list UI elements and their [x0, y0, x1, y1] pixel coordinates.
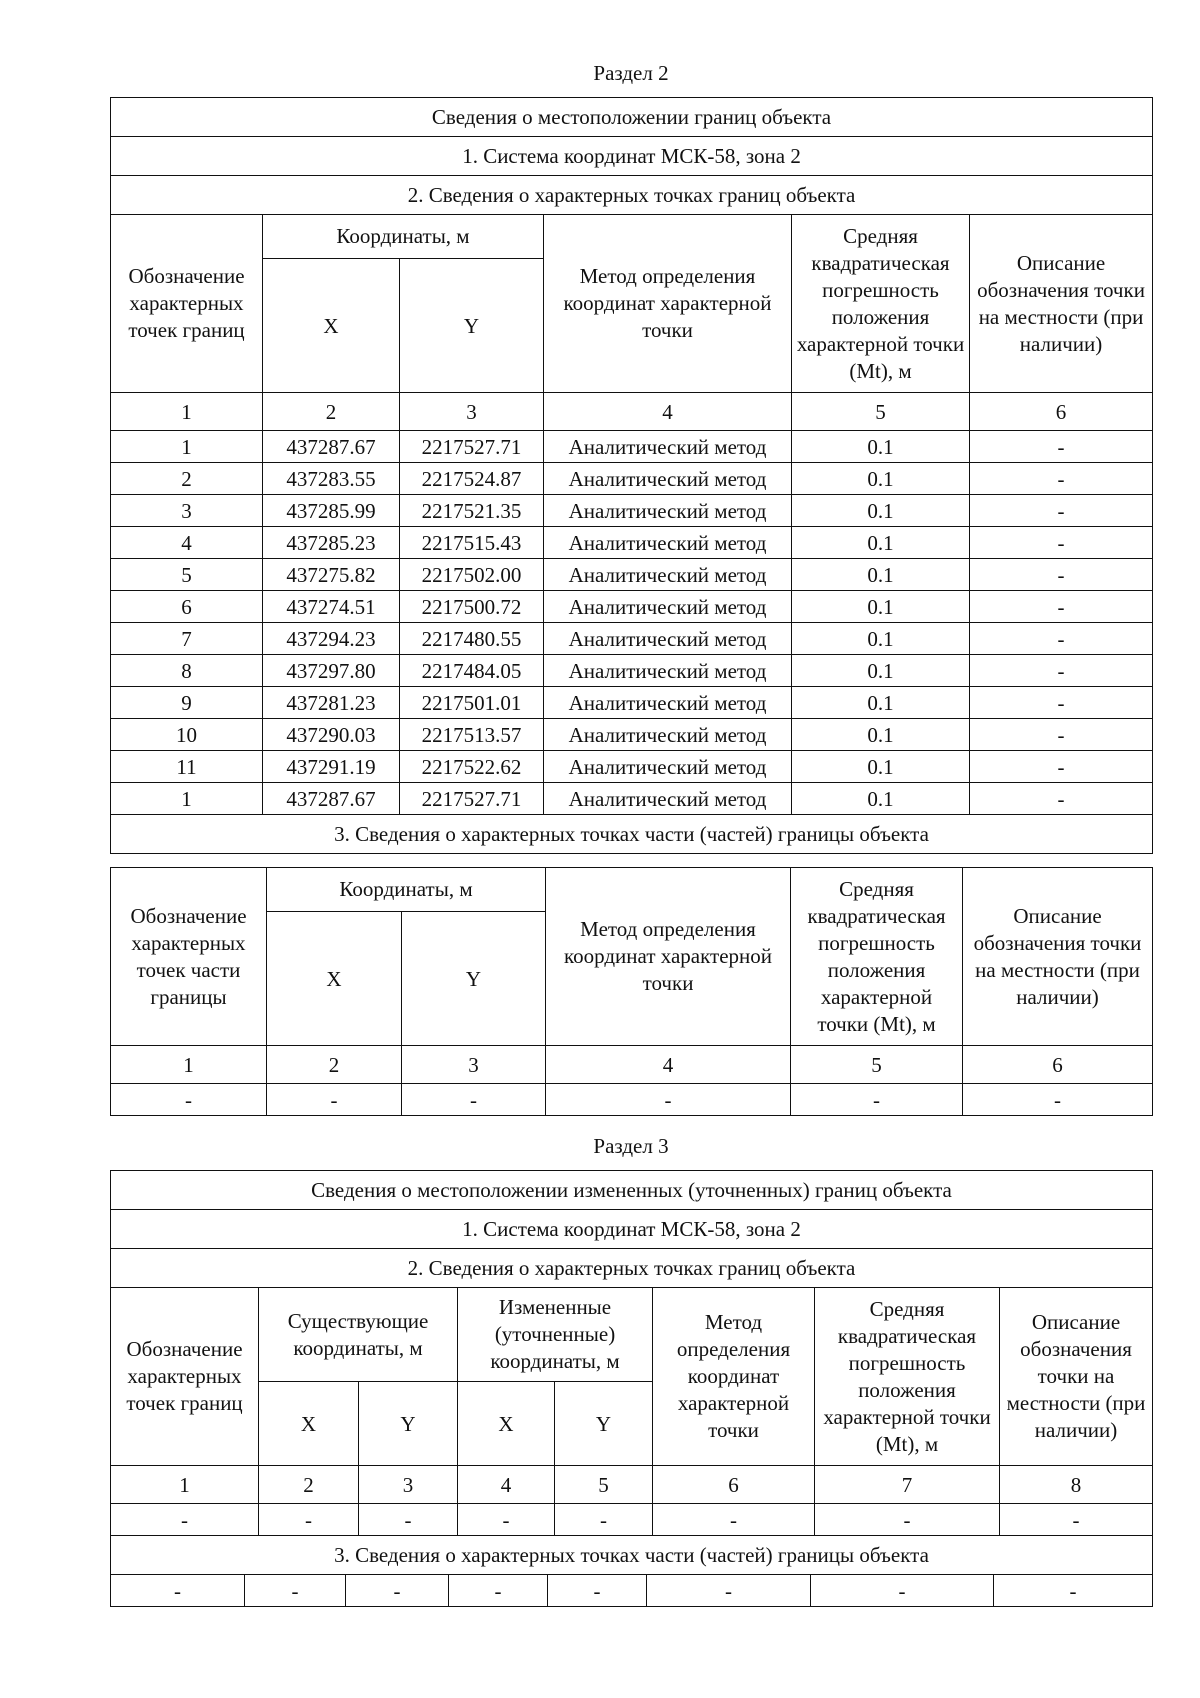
subsection-3-title: 3. Сведения о характерных точках части (частей) границы объекта — [111, 815, 1153, 854]
table-cell: Аналитический метод — [544, 719, 792, 751]
table-cell: 437283.55 — [263, 463, 400, 495]
col-header-error: Средняя квадратическая погрешность положения характерной точки (Mt), м — [791, 868, 963, 1046]
table-cell: 437291.19 — [263, 751, 400, 783]
table-cell: 0.1 — [792, 431, 970, 463]
col-header-existing: Существующие координаты, м — [259, 1288, 458, 1382]
table-cell: 10 — [111, 719, 263, 751]
section-3-part-table — [110, 1574, 1153, 1607]
table-cell: - — [811, 1575, 994, 1607]
col-header-y: Y — [402, 912, 546, 1046]
table-cell: 2217515.43 — [400, 527, 544, 559]
table-row — [111, 463, 1153, 495]
table-cell: 437274.51 — [263, 591, 400, 623]
col-header-point: Обозначение характерных точек части границы — [111, 868, 267, 1046]
table-cell: - — [970, 783, 1153, 815]
table-row — [111, 655, 1153, 687]
table-cell: 437287.67 — [263, 783, 400, 815]
table-cell: Аналитический метод — [544, 623, 792, 655]
table-cell: Аналитический метод — [544, 431, 792, 463]
table-cell: 437294.23 — [263, 623, 400, 655]
table-row — [111, 431, 1153, 463]
table-cell: Аналитический метод — [544, 463, 792, 495]
table-cell: 1 — [111, 431, 263, 463]
table-cell: 0.1 — [792, 687, 970, 719]
table-cell: 9 — [111, 687, 263, 719]
col-header-changed: Измененные (уточненные) координаты, м — [458, 1288, 653, 1382]
table-cell: 0.1 — [792, 527, 970, 559]
table-cell: 0.1 — [792, 591, 970, 623]
table-cell: 2217527.71 — [400, 431, 544, 463]
col-header-method: Метод определения координат характерной точки — [653, 1288, 815, 1466]
subsection-2-title: 2. Сведения о характерных точках границ объекта — [111, 1249, 1153, 1288]
col-number: 4 — [546, 1046, 791, 1084]
col-number: 1 — [111, 1466, 259, 1504]
table-cell: - — [791, 1084, 963, 1116]
table-cell: - — [970, 623, 1153, 655]
table-cell: - — [359, 1504, 458, 1536]
table-cell: Аналитический метод — [544, 783, 792, 815]
table-cell: 437285.23 — [263, 527, 400, 559]
col-header-desc: Описание обозначения точки на местности (при наличии) — [963, 868, 1153, 1046]
table-cell: 2217500.72 — [400, 591, 544, 623]
table-cell: - — [970, 719, 1153, 751]
table-cell: Аналитический метод — [544, 655, 792, 687]
table-cell: 5 — [111, 559, 263, 591]
col-number: 1 — [111, 1046, 267, 1084]
section-2-title: Раздел 2 — [593, 61, 669, 85]
col-header-error: Средняя квадратическая погрешность положения характерной точки (Mt), м — [815, 1288, 1000, 1466]
col-number: 4 — [544, 393, 792, 431]
table-row — [111, 1575, 1153, 1607]
table-cell: 1 — [111, 783, 263, 815]
col-header-point: Обозначение характерных точек границ — [111, 1288, 259, 1466]
table-cell: 0.1 — [792, 463, 970, 495]
table-cell: - — [111, 1575, 245, 1607]
table-cell: 437285.99 — [263, 495, 400, 527]
table-cell: 0.1 — [792, 719, 970, 751]
col-header-method: Метод определения координат характерной точки — [544, 215, 792, 393]
table-row — [111, 783, 1153, 815]
table-cell: - — [970, 463, 1153, 495]
table-cell: - — [449, 1575, 548, 1607]
col-number: 7 — [815, 1466, 1000, 1504]
col-header-x: X — [259, 1382, 359, 1466]
table-cell: - — [970, 591, 1153, 623]
coordinate-system: 1. Система координат МСК-58, зона 2 — [111, 1210, 1153, 1249]
column-numbers-row — [111, 1046, 1153, 1084]
table-cell: - — [458, 1504, 555, 1536]
col-header-coords: Координаты, м — [263, 215, 544, 259]
table-cell: - — [963, 1084, 1153, 1116]
table-cell: 2217527.71 — [400, 783, 544, 815]
table-cell: Аналитический метод — [544, 591, 792, 623]
table-cell: 2217513.57 — [400, 719, 544, 751]
table-cell: - — [970, 559, 1153, 591]
table-cell: - — [970, 527, 1153, 559]
table-cell: 0.1 — [792, 495, 970, 527]
table-cell: 3 — [111, 495, 263, 527]
col-number: 3 — [400, 393, 544, 431]
table-cell: - — [259, 1504, 359, 1536]
col-number: 4 — [458, 1466, 555, 1504]
table-cell: - — [815, 1504, 1000, 1536]
col-header-y: Y — [359, 1382, 458, 1466]
column-numbers-row — [111, 393, 1153, 431]
table-cell: 2217522.62 — [400, 751, 544, 783]
col-number: 5 — [555, 1466, 653, 1504]
col-number: 2 — [267, 1046, 402, 1084]
col-number: 6 — [970, 393, 1153, 431]
table-row — [111, 1504, 1153, 1536]
table-cell: - — [970, 431, 1153, 463]
col-number: 5 — [792, 393, 970, 431]
table-cell: 0.1 — [792, 655, 970, 687]
col-number: 3 — [402, 1046, 546, 1084]
table-cell: - — [346, 1575, 449, 1607]
table-cell: Аналитический метод — [544, 751, 792, 783]
table-row — [111, 527, 1153, 559]
table-cell: - — [111, 1504, 259, 1536]
table-cell: - — [994, 1575, 1153, 1607]
table-cell: - — [970, 495, 1153, 527]
table-cell: 2217524.87 — [400, 463, 544, 495]
col-number: 2 — [259, 1466, 359, 1504]
table-row — [111, 1084, 1153, 1116]
table-row — [111, 559, 1153, 591]
col-number: 8 — [1000, 1466, 1153, 1504]
coordinate-system: 1. Система координат МСК-58, зона 2 — [111, 137, 1153, 176]
table-title: Сведения о местоположении измененных (уточненных) границ объекта — [111, 1171, 1153, 1210]
table-cell: - — [555, 1504, 653, 1536]
col-number: 2 — [263, 393, 400, 431]
table-cell: 6 — [111, 591, 263, 623]
table-cell: 437275.82 — [263, 559, 400, 591]
col-number: 1 — [111, 393, 263, 431]
table-cell: 437290.03 — [263, 719, 400, 751]
table-cell: 7 — [111, 623, 263, 655]
table-cell: - — [267, 1084, 402, 1116]
table-cell: Аналитический метод — [544, 495, 792, 527]
table-cell: - — [653, 1504, 815, 1536]
table-cell: - — [970, 751, 1153, 783]
col-number: 3 — [359, 1466, 458, 1504]
section-3-title: Раздел 3 — [593, 1134, 669, 1158]
table-cell: 0.1 — [792, 751, 970, 783]
table-row — [111, 623, 1153, 655]
table-cell: - — [548, 1575, 647, 1607]
subsection-3-title: 3. Сведения о характерных точках части (частей) границы объекта — [111, 1536, 1153, 1575]
table-cell: - — [546, 1084, 791, 1116]
section-2-table — [110, 97, 1153, 854]
table-cell: 2217484.05 — [400, 655, 544, 687]
table-cell: - — [970, 687, 1153, 719]
col-number: 5 — [791, 1046, 963, 1084]
table-title: Сведения о местоположении границ объекта — [111, 98, 1153, 137]
table-cell: 0.1 — [792, 623, 970, 655]
table-cell: 437287.67 — [263, 431, 400, 463]
table-cell: - — [402, 1084, 546, 1116]
table-cell: 437281.23 — [263, 687, 400, 719]
table-row — [111, 495, 1153, 527]
col-header-x: X — [267, 912, 402, 1046]
table-cell: - — [1000, 1504, 1153, 1536]
col-header-coords: Координаты, м — [267, 868, 546, 912]
col-header-y: Y — [555, 1382, 653, 1466]
section-3-table — [110, 1170, 1153, 1575]
table-cell: 2217502.00 — [400, 559, 544, 591]
table-cell: Аналитический метод — [544, 687, 792, 719]
col-header-x: X — [263, 259, 400, 393]
col-header-desc: Описание обозначения точки на местности (при наличии) — [970, 215, 1153, 393]
table-cell: 2217521.35 — [400, 495, 544, 527]
table-cell: 0.1 — [792, 559, 970, 591]
table-cell: - — [647, 1575, 811, 1607]
table-cell: 0.1 — [792, 783, 970, 815]
col-header-error: Средняя квадратическая погрешность положения характерной точки (Mt), м — [792, 215, 970, 393]
column-numbers-row — [111, 1466, 1153, 1504]
table-cell: - — [111, 1084, 267, 1116]
table-cell: 11 — [111, 751, 263, 783]
section-2-part-table — [110, 867, 1153, 1116]
table-cell: - — [970, 655, 1153, 687]
table-cell: 2217501.01 — [400, 687, 544, 719]
table-row — [111, 751, 1153, 783]
col-number: 6 — [963, 1046, 1153, 1084]
col-header-y: Y — [400, 259, 544, 393]
table-row — [111, 719, 1153, 751]
col-header-desc: Описание обозначения точки на местности (при наличии) — [1000, 1288, 1153, 1466]
table-cell: 2 — [111, 463, 263, 495]
table-row — [111, 591, 1153, 623]
table-cell: Аналитический метод — [544, 527, 792, 559]
table-cell: 4 — [111, 527, 263, 559]
col-header-point: Обозначение характерных точек границ — [111, 215, 263, 393]
table-cell: 437297.80 — [263, 655, 400, 687]
table-cell: - — [245, 1575, 346, 1607]
table-cell: 2217480.55 — [400, 623, 544, 655]
col-header-method: Метод определения координат характерной точки — [546, 868, 791, 1046]
col-header-x: X — [458, 1382, 555, 1466]
table-cell: Аналитический метод — [544, 559, 792, 591]
table-cell: 8 — [111, 655, 263, 687]
subsection-2-title: 2. Сведения о характерных точках границ объекта — [111, 176, 1153, 215]
table-row — [111, 687, 1153, 719]
col-number: 6 — [653, 1466, 815, 1504]
